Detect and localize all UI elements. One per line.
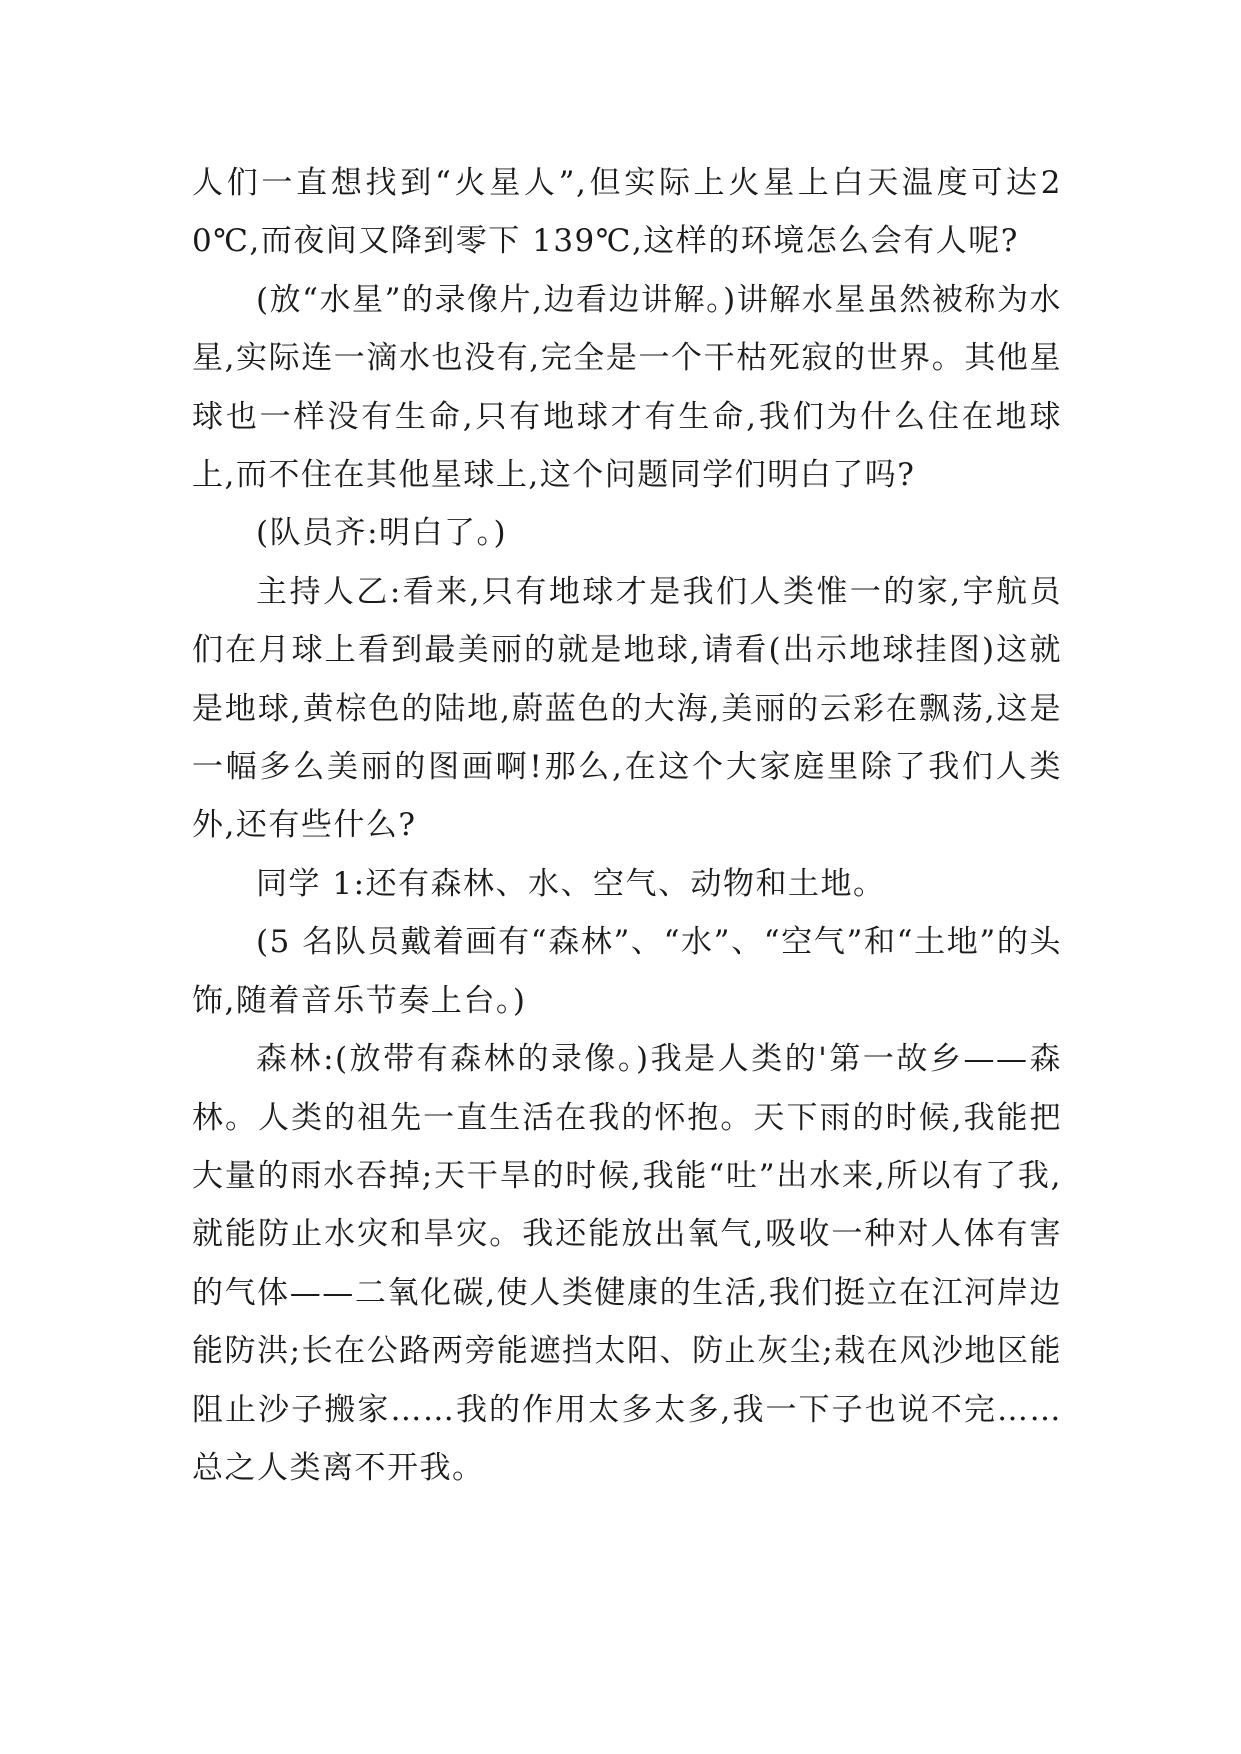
paragraph-members-reply: (队员齐:明白了。) [256, 515, 508, 552]
paragraph-student-1: 同学 1:还有森林、水、空气、动物和土地。 [256, 865, 886, 902]
paragraph-host-b: 主持人乙:看来,只有地球才是我们人类惟一的家,宇航员们在月球上看到最美丽的就是地球,请看(出示地球挂图)这就是地球,黄棕色的陆地,蔚蓝色的大海,美丽的云彩在飘荡,这是一幅多么美丽的图画啊!那么,在这个大家庭里除了我们人类外,还有些什么? [192, 573, 1062, 844]
paragraph-mercury: (放“水星”的录像片,边看边讲解。)讲解水星虽然被称为水星,实际连一滴水也没有,完全是一个干枯死寂的世界。其他星球也一样没有生命,只有地球才有生命,我们为什么住在地球上,而不住在其他星球上,这个问题同学们明白了吗? [192, 281, 1062, 494]
paragraph-mars-continuation: 人们一直想找到“火星人”,但实际上火星上白天温度可达20℃,而夜间又降到零下 139℃,这样的环境怎么会有人呢? [192, 165, 1062, 260]
paragraph-stage-direction: (5 名队员戴着画有“森林”、“水”、“空气”和“土地”的头饰,随着音乐节奏上台。) [192, 924, 1062, 1019]
paragraph-forest: 森林:(放带有森林的录像。)我是人类的'第一故乡——森林。人类的祖先一直生活在我的怀抱。天下雨的时候,我能把大量的雨水吞掉;天干旱的时候,我能“吐”出水来,所以有了我,就能防止水灾和旱灾。我还能放出氧气,吸收一种对人体有害的气体——二氧化碳,使人类健康的生活,我们挺立在江河岸边能防洪;长在公路两旁能遮挡太阳、防止灰尘;栽在风沙地区能阻止沙子搬家……我的作用太多太多,我一下子也说不完……总之人类离不开我。 [192, 1041, 1062, 1486]
document-body [192, 154, 1062, 1497]
